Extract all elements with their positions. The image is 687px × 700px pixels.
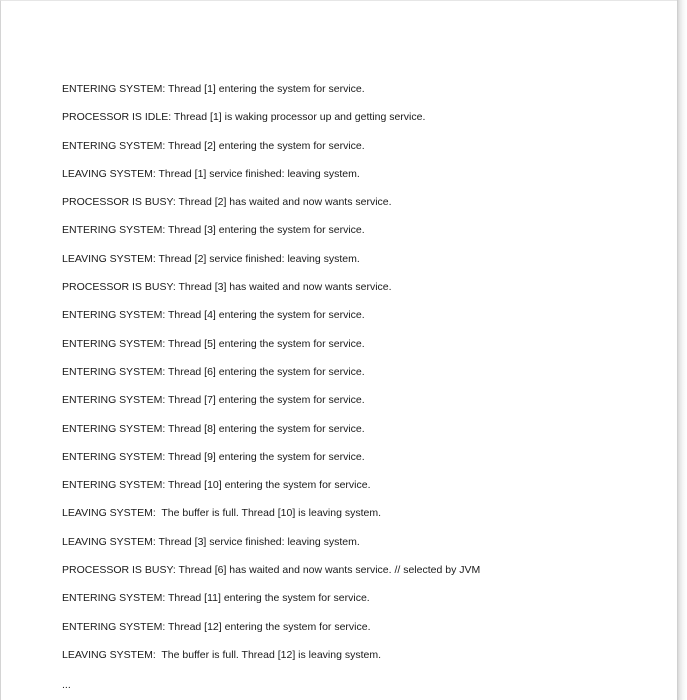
page-edge-shadow (677, 0, 687, 700)
log-line: ENTERING SYSTEM: Thread [2] entering the system for service. (62, 139, 365, 152)
log-line: LEAVING SYSTEM: The buffer is full. Thread [10] is leaving system. (62, 507, 382, 520)
log-line: LEAVING SYSTEM: Thread [2] service finished: leaving system. (62, 252, 360, 265)
log-line: PROCESSOR IS BUSY: Thread [3] has waited and now wants service. (62, 281, 392, 294)
log-line: ENTERING SYSTEM: Thread [8] entering the system for service. (62, 422, 365, 435)
log-line: ENTERING SYSTEM: Thread [3] entering the system for service. (62, 224, 365, 237)
log-line: PROCESSOR IS BUSY: Thread [2] has waited and now wants service. (62, 196, 392, 209)
continuation-ellipsis: ... (62, 679, 71, 691)
output-log (62, 81, 480, 675)
log-line: LEAVING SYSTEM: The buffer is full. Thread [12] is leaving system. (62, 648, 382, 661)
log-line: ENTERING SYSTEM: Thread [4] entering the system for service. (62, 309, 365, 322)
log-line: PROCESSOR IS BUSY: Thread [6] has waited and now wants service. // selected by JVM (62, 564, 481, 577)
log-line: LEAVING SYSTEM: Thread [3] service finished: leaving system. (62, 535, 360, 548)
log-line: ENTERING SYSTEM: Thread [5] entering the system for service. (62, 337, 365, 350)
log-line: PROCESSOR IS IDLE: Thread [1] is waking processor up and getting service. (62, 111, 426, 124)
log-line: ENTERING SYSTEM: Thread [9] entering the system for service. (62, 450, 365, 463)
log-line: LEAVING SYSTEM: Thread [1] service finished: leaving system. (62, 167, 360, 180)
log-line: ENTERING SYSTEM: Thread [12] entering the system for service. (62, 620, 371, 633)
log-line: ENTERING SYSTEM: Thread [11] entering the system for service. (62, 592, 370, 605)
log-line: ENTERING SYSTEM: Thread [10] entering the system for service. (62, 479, 371, 492)
log-line: ENTERING SYSTEM: Thread [6] entering the system for service. (62, 365, 365, 378)
log-line: ENTERING SYSTEM: Thread [7] entering the system for service. (62, 394, 365, 407)
log-line: ENTERING SYSTEM: Thread [1] entering the system for service. (62, 83, 365, 95)
